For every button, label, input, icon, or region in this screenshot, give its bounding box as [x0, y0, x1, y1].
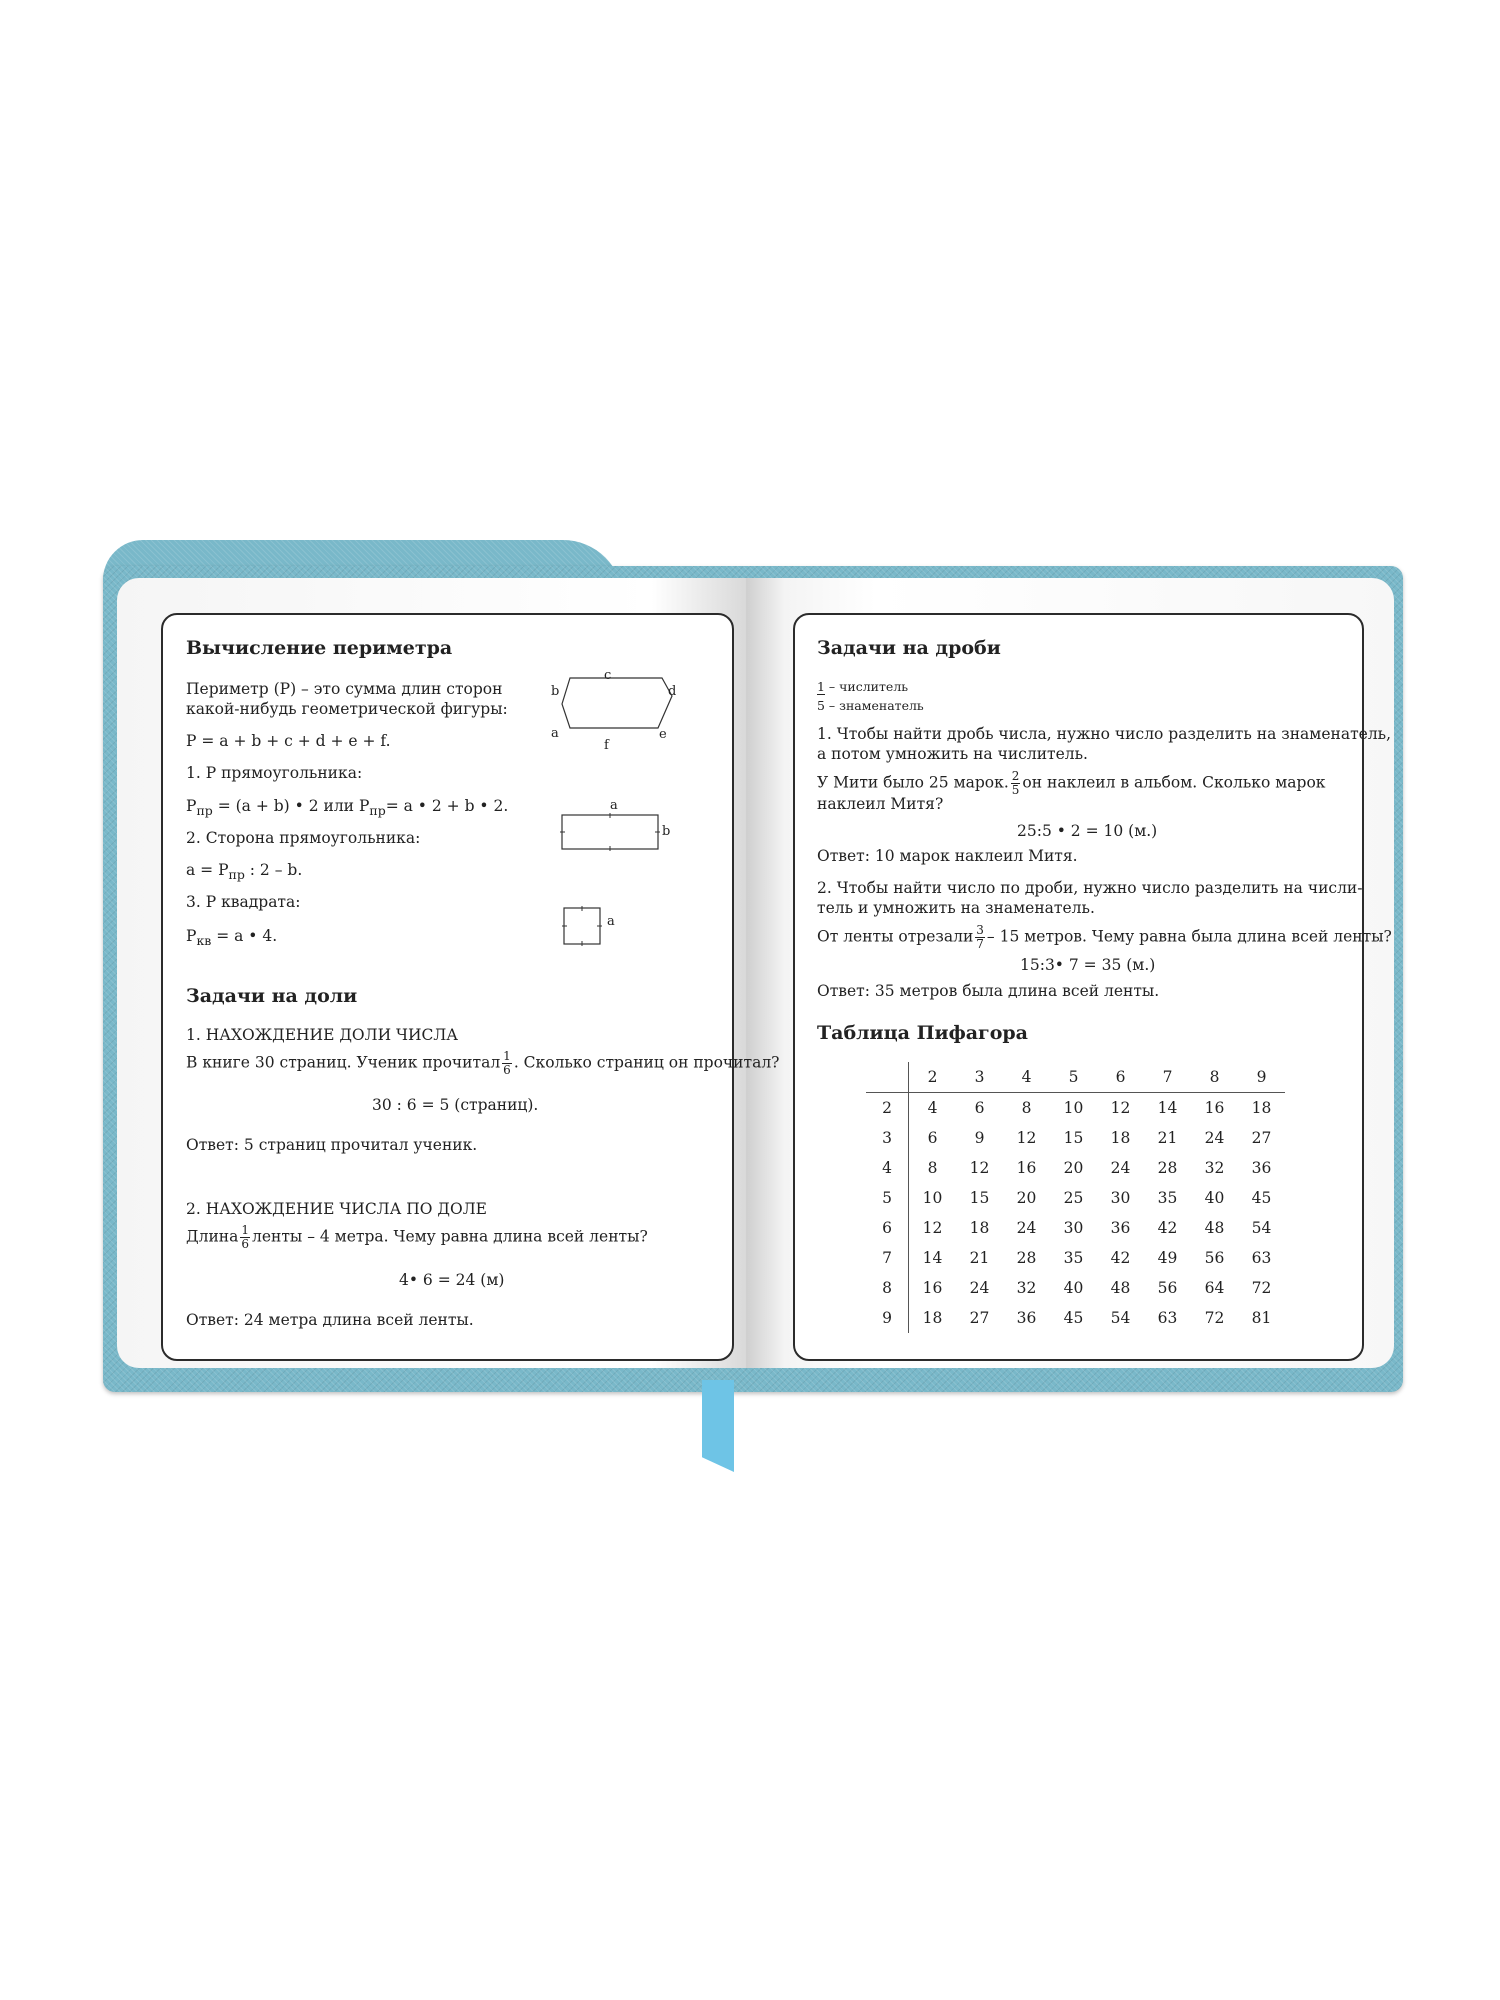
- table-cell: 64: [1204, 1279, 1225, 1297]
- table-cell: 24: [1110, 1159, 1131, 1177]
- fraction-rule-2-line-1: 2. Чтобы найти число по дроби, нужно число разделить на числи-: [817, 879, 1363, 897]
- square-perimeter-formula: $Р_{кв} = a$ • 4.: [186, 927, 278, 949]
- table-cell: 24: [1204, 1129, 1225, 1147]
- fraction-rule-1-line-1: 1. Чтобы найти дробь числа, нужно число разделить на знаменатель,: [817, 725, 1392, 743]
- table-header-cell: 8: [1191, 1062, 1238, 1093]
- rectangle-side-formula: $a = Р_{пр}$ : 2 – b.: [186, 861, 303, 883]
- table-cell: 18: [969, 1219, 990, 1237]
- table-cell: 36: [1110, 1219, 1131, 1237]
- table-header-cell: 5: [1050, 1062, 1097, 1093]
- table-row-header-cell: 9: [866, 1303, 909, 1333]
- share-task-1-answer: Ответ: 5 страниц прочитал ученик.: [186, 1136, 478, 1154]
- table-header-cell: 4: [1003, 1062, 1050, 1093]
- table-header-row: [866, 1062, 1285, 1093]
- table-cell: 28: [1016, 1249, 1037, 1267]
- hexagon-label-d: d: [668, 684, 677, 699]
- shares-title: Задачи на доли: [186, 985, 358, 1007]
- perimeter-definition-line-2: какой-нибудь геометрической фигуры:: [186, 700, 508, 718]
- table-cell: 36: [1016, 1309, 1037, 1327]
- table-row: [866, 1153, 1285, 1183]
- share-task-2-heading: 2. НАХОЖДЕНИЕ ЧИСЛА ПО ДОЛЕ: [186, 1200, 487, 1218]
- table-cell: 30: [1110, 1189, 1131, 1207]
- numerator-note: 1 – числитель: [817, 679, 909, 694]
- table-cell: 40: [1063, 1279, 1084, 1297]
- table-cell: 54: [1251, 1219, 1272, 1237]
- table-row-header-cell: 5: [866, 1183, 909, 1213]
- table-cell: 14: [1157, 1099, 1178, 1117]
- table-cell: 42: [1110, 1249, 1131, 1267]
- share-task-1-calculation: 30 : 6 = 5 (страниц).: [372, 1096, 539, 1114]
- table-cell: 63: [1157, 1309, 1178, 1327]
- hexagon-label-a: a: [551, 726, 559, 741]
- share-task-2-calculation: 4• 6 = 24 (м): [399, 1271, 505, 1289]
- share-task-2-text: Длина $\frac{1}{6}$ ленты – 4 метра. Чему равна длина всей ленты?: [186, 1223, 648, 1251]
- table-cell: 15: [1063, 1129, 1084, 1147]
- table-row: [866, 1213, 1285, 1243]
- perimeter-definition-line-1: Периметр (Р) – это сумма длин сторон: [186, 680, 503, 698]
- table-row-header-cell: 2: [866, 1093, 909, 1124]
- table-cell: 56: [1157, 1279, 1178, 1297]
- table-cell: 20: [1016, 1189, 1037, 1207]
- denominator-note: 5 – знаменатель: [817, 698, 924, 713]
- table-cell: 21: [969, 1249, 990, 1267]
- pythagoras-table-title: Таблица Пифагора: [817, 1022, 1028, 1044]
- table-cell: 20: [1063, 1159, 1084, 1177]
- table-row: [866, 1093, 1285, 1124]
- table-cell: 27: [969, 1309, 990, 1327]
- table-header-cell: 6: [1097, 1062, 1144, 1093]
- table-cell: 6: [974, 1099, 985, 1117]
- hexagon-label-e: e: [659, 727, 667, 742]
- share-task-1-heading: 1. НАХОЖДЕНИЕ ДОЛИ ЧИСЛА: [186, 1026, 459, 1044]
- table-cell: 30: [1063, 1219, 1084, 1237]
- rectangle-label-b: b: [662, 824, 671, 839]
- hexagon-label-f: f: [604, 738, 609, 753]
- table-header-cell: 7: [1144, 1062, 1191, 1093]
- table-cell: 32: [1204, 1159, 1225, 1177]
- table-cell: 4: [927, 1099, 938, 1117]
- rectangle-diagram: [560, 813, 670, 853]
- table-cell: 10: [922, 1189, 943, 1207]
- bookmark-ribbon[interactable]: [702, 1380, 734, 1472]
- share-task-2-answer: Ответ: 24 метра длина всей ленты.: [186, 1311, 474, 1329]
- table-cell: 72: [1251, 1279, 1272, 1297]
- square-label-a: a: [607, 914, 615, 929]
- table-cell: 14: [922, 1249, 943, 1267]
- square-diagram: [562, 906, 604, 948]
- table-cell: 12: [1110, 1099, 1131, 1117]
- table-cell: 48: [1204, 1219, 1225, 1237]
- table-cell: 27: [1251, 1129, 1272, 1147]
- fraction-rule-2-line-2: тель и умножить на знаменатель.: [817, 899, 1095, 917]
- table-cell: 16: [922, 1279, 943, 1297]
- fraction-task-1-line-1: У Мити было 25 марок. $\frac{2}{5}$ он наклеил в альбом. Сколько марок: [817, 769, 1326, 797]
- table-cell: 72: [1204, 1309, 1225, 1327]
- table-header-cell: 2: [909, 1062, 957, 1093]
- rectangle-perimeter-heading: 1. Р прямоугольника:: [186, 764, 363, 782]
- rectangle-perimeter-formula: $Р_{пр} = (a + b)$ • 2 или $Р_{пр}= a$ • 2 + b • 2.: [186, 797, 509, 819]
- table-cell: 28: [1157, 1159, 1178, 1177]
- table-cell: 35: [1063, 1249, 1084, 1267]
- table-cell: 16: [1204, 1099, 1225, 1117]
- table-cell: 40: [1204, 1189, 1225, 1207]
- table-row-header-cell: 6: [866, 1213, 909, 1243]
- fraction-task-1-line-2: наклеил Митя?: [817, 795, 944, 813]
- table-cell: 18: [922, 1309, 943, 1327]
- fraction-task-1-calculation: 25:5 • 2 = 10 (м.): [1017, 822, 1158, 840]
- table-cell: 24: [969, 1279, 990, 1297]
- hexagon-label-b: b: [551, 684, 560, 699]
- table-cell: 21: [1157, 1129, 1178, 1147]
- table-row-header-cell: 7: [866, 1243, 909, 1273]
- table-cell: 8: [1021, 1099, 1032, 1117]
- table-row: [866, 1273, 1285, 1303]
- table-cell: 35: [1157, 1189, 1178, 1207]
- table-header-cell: 9: [1238, 1062, 1285, 1093]
- square-perimeter-heading: 3. Р квадрата:: [186, 893, 301, 911]
- table-row-header-cell: 3: [866, 1123, 909, 1153]
- table-cell: 10: [1063, 1099, 1084, 1117]
- fractions-title: Задачи на дроби: [817, 637, 1001, 659]
- table-cell: 9: [974, 1129, 985, 1147]
- table-cell: 48: [1110, 1279, 1131, 1297]
- table-row: [866, 1183, 1285, 1213]
- pythagoras-table: [866, 1062, 1285, 1333]
- table-cell: 45: [1251, 1189, 1272, 1207]
- table-cell: 16: [1016, 1159, 1037, 1177]
- share-task-1-text: В книге 30 страниц. Ученик прочитал $\frac{1}{6}$ . Сколько страниц он прочитал?: [186, 1049, 780, 1077]
- table-cell: 6: [927, 1129, 938, 1147]
- table-row-header-cell: 4: [866, 1153, 909, 1183]
- table-row: [866, 1303, 1285, 1333]
- table-row-header-cell: 8: [866, 1273, 909, 1303]
- perimeter-title: Вычисление периметра: [186, 637, 453, 659]
- table-cell: 18: [1251, 1099, 1272, 1117]
- fraction-task-2-calculation: 15:3• 7 = 35 (м.): [1020, 956, 1156, 974]
- table-row: [866, 1243, 1285, 1273]
- table-cell: 12: [922, 1219, 943, 1237]
- perimeter-formula: Р = a + b + c + d + e + f.: [186, 732, 391, 750]
- table-cell: 25: [1063, 1189, 1084, 1207]
- table-cell: 12: [969, 1159, 990, 1177]
- table-cell: 32: [1016, 1279, 1037, 1297]
- fraction-task-2-text: От ленты отрезали $\frac{3}{7}$ – 15 метров. Чему равна была длина всей ленты?: [817, 923, 1392, 951]
- table-cell: 42: [1157, 1219, 1178, 1237]
- table-cell: 15: [969, 1189, 990, 1207]
- table-cell: 45: [1063, 1309, 1084, 1327]
- table-cell: 18: [1110, 1129, 1131, 1147]
- fraction-rule-1-line-2: а потом умножить на числитель.: [817, 745, 1088, 763]
- table-header-cell: [866, 1062, 909, 1093]
- fraction-task-1-answer: Ответ: 10 марок наклеил Митя.: [817, 847, 1078, 865]
- fraction-task-2-answer: Ответ: 35 метров была длина всей ленты.: [817, 982, 1160, 1000]
- hexagon-label-c: c: [604, 668, 612, 683]
- rectangle-label-a: a: [610, 798, 618, 813]
- table-cell: 49: [1157, 1249, 1178, 1267]
- table-cell: 36: [1251, 1159, 1272, 1177]
- table-header-cell: 3: [956, 1062, 1003, 1093]
- table-cell: 54: [1110, 1309, 1131, 1327]
- table-cell: 81: [1251, 1309, 1272, 1327]
- table-cell: 56: [1204, 1249, 1225, 1267]
- table-cell: 12: [1016, 1129, 1037, 1147]
- rectangle-side-heading: 2. Сторона прямоугольника:: [186, 829, 421, 847]
- table-cell: 8: [927, 1159, 938, 1177]
- table-row: [866, 1123, 1285, 1153]
- table-cell: 63: [1251, 1249, 1272, 1267]
- table-cell: 24: [1016, 1219, 1037, 1237]
